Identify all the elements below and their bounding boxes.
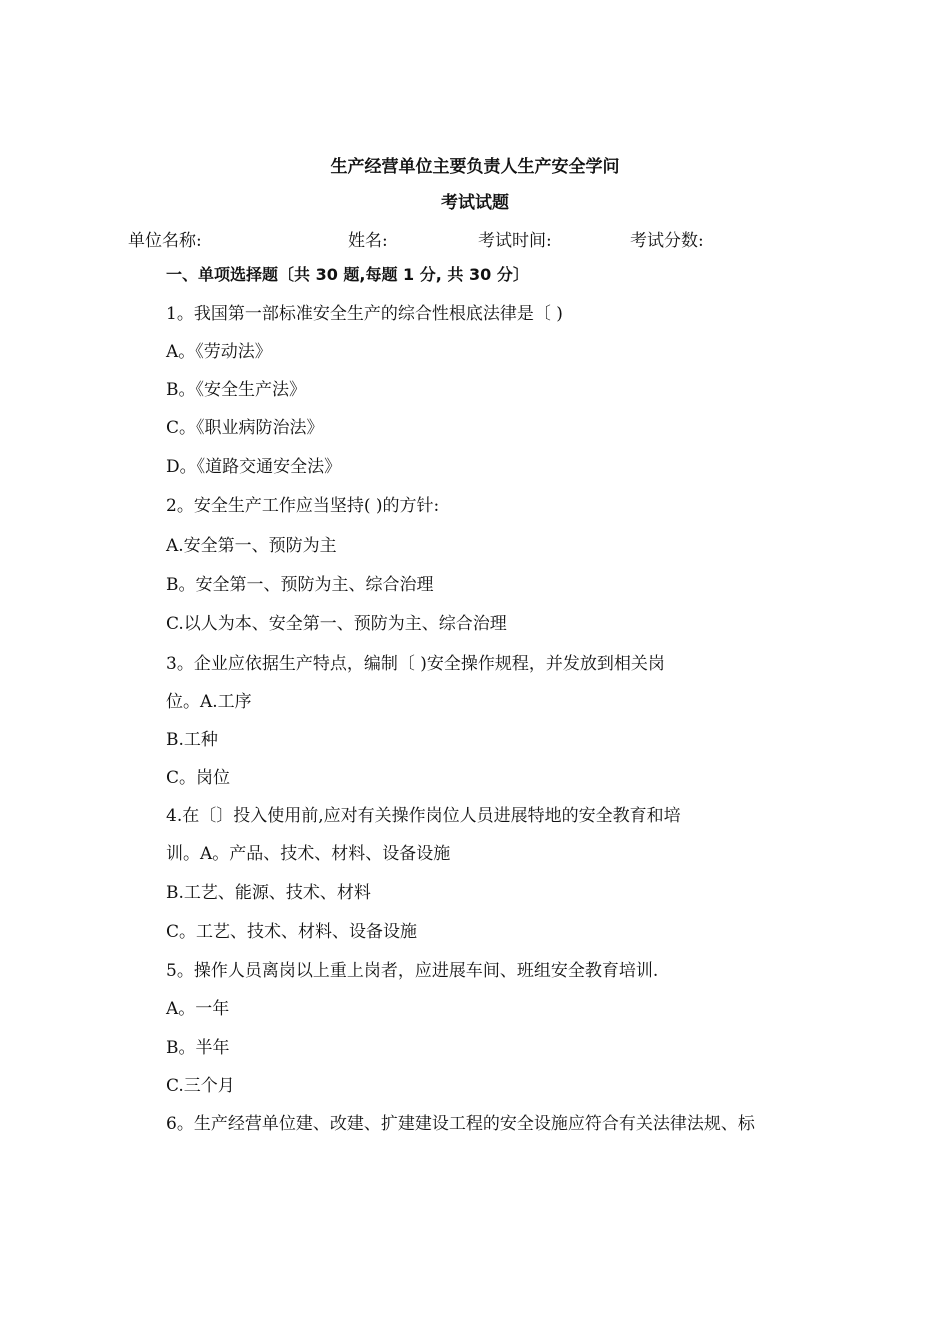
exam-time-label: 考试时间: [478, 231, 552, 251]
question-line: 4.在〔〕投入使用前,应对有关操作岗位人员进展特地的安全教育和培 [166, 806, 681, 826]
option-line: B.工种 [166, 730, 218, 750]
unit-name-label: 单位名称: [128, 231, 202, 251]
option-line: C。岗位 [166, 768, 231, 788]
option-line: A。《劳动法》 [166, 342, 272, 362]
option-line: B。安全第一、预防为主、综合治理 [166, 575, 434, 595]
document-subtitle: 考试试题 [441, 193, 509, 213]
option-line: B。《安全生产法》 [166, 380, 306, 400]
name-label: 姓名: [348, 231, 388, 251]
exam-info-fields [128, 226, 828, 251]
question-line: 1。我国第一部标准安全生产的综合性根底法律是〔 ) [166, 304, 563, 324]
option-line: C。《职业病防治法》 [166, 418, 324, 438]
question-line: 3。企业应依据生产特点，编制〔 )安全操作规程，并发放到相关岗 [166, 654, 665, 674]
option-line: A。一年 [166, 999, 230, 1019]
option-line: B.工艺、能源、技术、材料 [166, 883, 371, 903]
question-line: 位。A.工序 [166, 692, 252, 712]
question-line: 训。A。产品、技术、材料、设备设施 [166, 844, 451, 864]
section-heading: 一、单项选择题〔共 30 题,每题 1 分, 共 30 分〕 [166, 265, 529, 284]
option-line: A.安全第一、预防为主 [166, 536, 337, 556]
option-line: C.以人为本、安全第一、预防为主、综合治理 [166, 614, 507, 634]
question-line: 2。安全生产工作应当坚持( )的方针: [166, 496, 440, 516]
option-line: C。工艺、技术、材料、设备设施 [166, 922, 418, 942]
option-line: D。《道路交通安全法》 [166, 457, 342, 477]
question-line: 5。操作人员离岗以上重上岗者，应进展车间、班组安全教育培训. [166, 961, 659, 981]
option-line: B。半年 [166, 1038, 230, 1058]
document-title: 生产经营单位主要负责人生产安全学问 [330, 157, 620, 177]
exam-score-label: 考试分数: [630, 231, 704, 251]
question-line: 6。生产经营单位建、改建、扩建建设工程的安全设施应符合有关法律法规、标 [166, 1114, 755, 1134]
option-line: C.三个月 [166, 1076, 235, 1096]
